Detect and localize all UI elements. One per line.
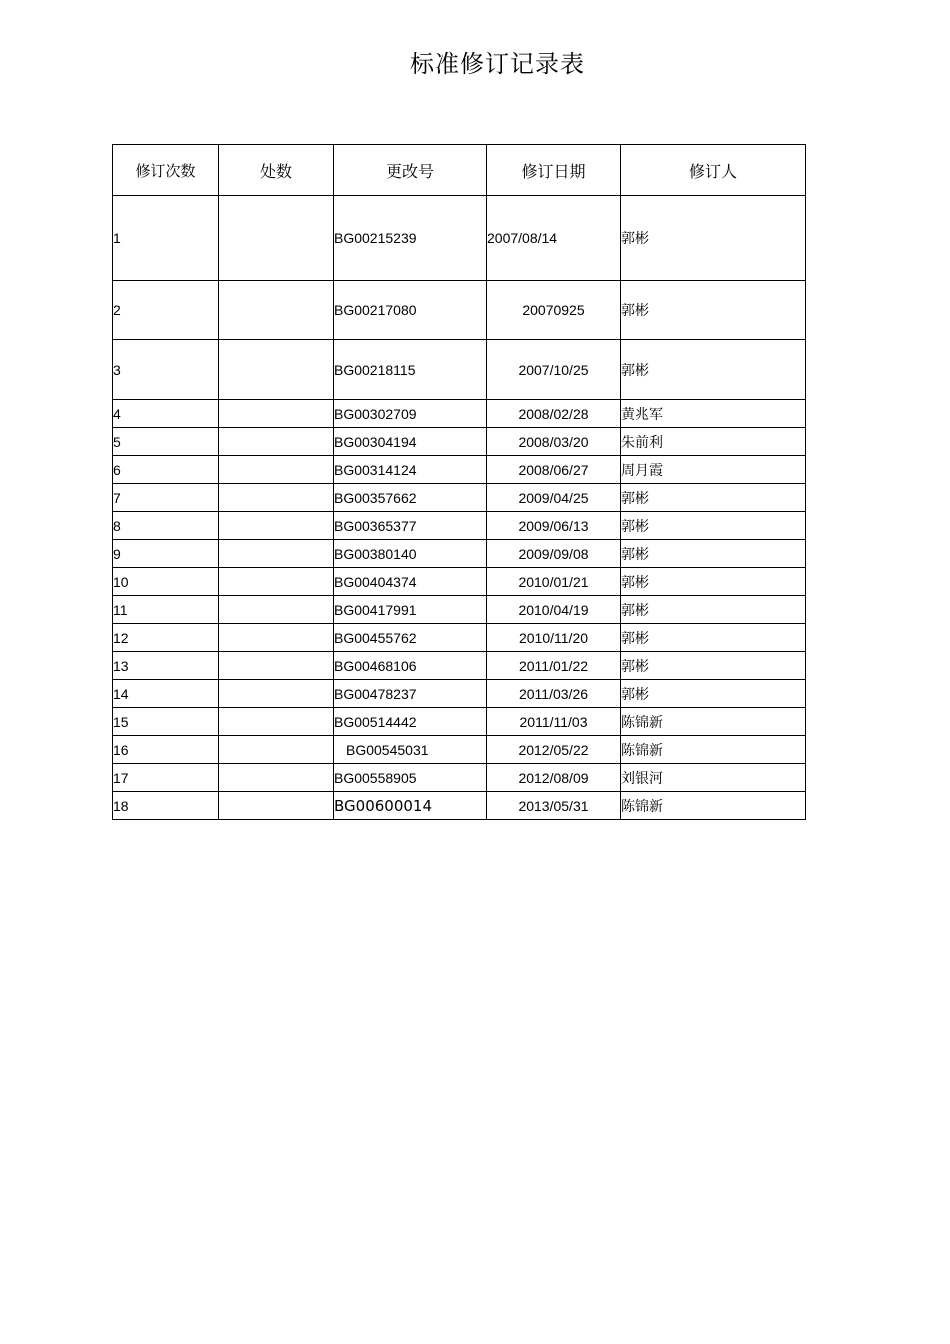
cell-change-no: BG00215239	[334, 196, 487, 281]
cell-reviser: 郭彬	[621, 652, 806, 680]
cell-date: 2010/11/20	[487, 624, 621, 652]
cell-revision-no: 17	[113, 764, 219, 792]
table-row	[113, 196, 806, 281]
cell-change-no: BG00302709	[334, 400, 487, 428]
cell-count	[219, 400, 334, 428]
table-row	[113, 680, 806, 708]
cell-revision-no: 14	[113, 680, 219, 708]
cell-revision-no: 7	[113, 484, 219, 512]
cell-date: 2010/04/19	[487, 596, 621, 624]
table-row	[113, 540, 806, 568]
cell-date: 2007/08/14	[487, 196, 621, 281]
cell-count	[219, 680, 334, 708]
table-row	[113, 281, 806, 340]
cell-change-no: BG00365377	[334, 512, 487, 540]
table-row	[113, 736, 806, 764]
cell-count	[219, 340, 334, 400]
cell-count	[219, 512, 334, 540]
table-row	[113, 596, 806, 624]
cell-reviser: 郭彬	[621, 281, 806, 340]
cell-count	[219, 708, 334, 736]
cell-change-no: BG00314124	[334, 456, 487, 484]
header-reviser: 修订人	[621, 145, 806, 196]
header-revision-no: 修订次数	[113, 145, 219, 196]
cell-date: 2008/02/28	[487, 400, 621, 428]
cell-date: 2011/03/26	[487, 680, 621, 708]
cell-revision-no: 5	[113, 428, 219, 456]
table-row	[113, 512, 806, 540]
cell-change-no: BG00380140	[334, 540, 487, 568]
cell-reviser: 郭彬	[621, 596, 806, 624]
cell-change-no: BG00304194	[334, 428, 487, 456]
cell-reviser: 朱前利	[621, 428, 806, 456]
table-row	[113, 340, 806, 400]
cell-date: 2012/05/22	[487, 736, 621, 764]
cell-reviser: 陈锦新	[621, 708, 806, 736]
cell-change-no: BG00545031	[334, 736, 487, 764]
cell-date: 2009/09/08	[487, 540, 621, 568]
cell-count	[219, 428, 334, 456]
cell-reviser: 郭彬	[621, 484, 806, 512]
cell-date: 2008/06/27	[487, 456, 621, 484]
cell-change-no: BG00217080	[334, 281, 487, 340]
cell-change-no: BG00218115	[334, 340, 487, 400]
cell-change-no: BG00478237	[334, 680, 487, 708]
cell-revision-no: 13	[113, 652, 219, 680]
cell-reviser: 刘银河	[621, 764, 806, 792]
cell-date: 2010/01/21	[487, 568, 621, 596]
table-row	[113, 484, 806, 512]
cell-date: 20070925	[487, 281, 621, 340]
cell-change-no: BG00404374	[334, 568, 487, 596]
cell-reviser: 郭彬	[621, 540, 806, 568]
cell-count	[219, 792, 334, 820]
table-row	[113, 456, 806, 484]
cell-change-no: BG00600014	[334, 792, 487, 820]
cell-date: 2011/01/22	[487, 652, 621, 680]
cell-revision-no: 4	[113, 400, 219, 428]
cell-reviser: 郭彬	[621, 196, 806, 281]
cell-change-no: BG00417991	[334, 596, 487, 624]
cell-count	[219, 736, 334, 764]
cell-reviser: 周月霞	[621, 456, 806, 484]
cell-count	[219, 456, 334, 484]
cell-date: 2012/08/09	[487, 764, 621, 792]
cell-reviser: 郭彬	[621, 568, 806, 596]
cell-revision-no: 15	[113, 708, 219, 736]
cell-revision-no: 18	[113, 792, 219, 820]
cell-change-no: BG00455762	[334, 624, 487, 652]
cell-count	[219, 196, 334, 281]
cell-count	[219, 764, 334, 792]
cell-reviser: 陈锦新	[621, 792, 806, 820]
cell-date: 2008/03/20	[487, 428, 621, 456]
cell-count	[219, 624, 334, 652]
table-row	[113, 708, 806, 736]
cell-count	[219, 484, 334, 512]
table-row	[113, 652, 806, 680]
header-revision-date: 修订日期	[487, 145, 621, 196]
cell-count	[219, 281, 334, 340]
cell-count	[219, 652, 334, 680]
cell-date: 2011/11/03	[487, 708, 621, 736]
cell-change-no: BG00468106	[334, 652, 487, 680]
cell-revision-no: 12	[113, 624, 219, 652]
cell-change-no: BG00357662	[334, 484, 487, 512]
cell-revision-no: 3	[113, 340, 219, 400]
cell-change-no: BG00558905	[334, 764, 487, 792]
table-row	[113, 792, 806, 820]
page-title: 标准修订记录表	[410, 50, 585, 78]
header-count: 处数	[219, 145, 334, 196]
cell-date: 2013/05/31	[487, 792, 621, 820]
cell-count	[219, 540, 334, 568]
cell-count	[219, 568, 334, 596]
cell-reviser: 郭彬	[621, 680, 806, 708]
cell-reviser: 郭彬	[621, 340, 806, 400]
cell-revision-no: 9	[113, 540, 219, 568]
table-row	[113, 568, 806, 596]
cell-revision-no: 16	[113, 736, 219, 764]
cell-reviser: 郭彬	[621, 624, 806, 652]
cell-date: 2009/04/25	[487, 484, 621, 512]
table-row	[113, 400, 806, 428]
cell-change-no: BG00514442	[334, 708, 487, 736]
cell-count	[219, 596, 334, 624]
cell-reviser: 黄兆军	[621, 400, 806, 428]
cell-revision-no: 1	[113, 196, 219, 281]
cell-reviser: 郭彬	[621, 512, 806, 540]
revision-record-table	[112, 144, 806, 820]
cell-revision-no: 8	[113, 512, 219, 540]
table-row	[113, 624, 806, 652]
header-change-no: 更改号	[334, 145, 487, 196]
cell-date: 2009/06/13	[487, 512, 621, 540]
cell-revision-no: 2	[113, 281, 219, 340]
cell-revision-no: 6	[113, 456, 219, 484]
cell-revision-no: 11	[113, 596, 219, 624]
table-header-row	[113, 145, 806, 196]
cell-date: 2007/10/25	[487, 340, 621, 400]
table-row	[113, 428, 806, 456]
table-row	[113, 764, 806, 792]
cell-reviser: 陈锦新	[621, 736, 806, 764]
cell-revision-no: 10	[113, 568, 219, 596]
